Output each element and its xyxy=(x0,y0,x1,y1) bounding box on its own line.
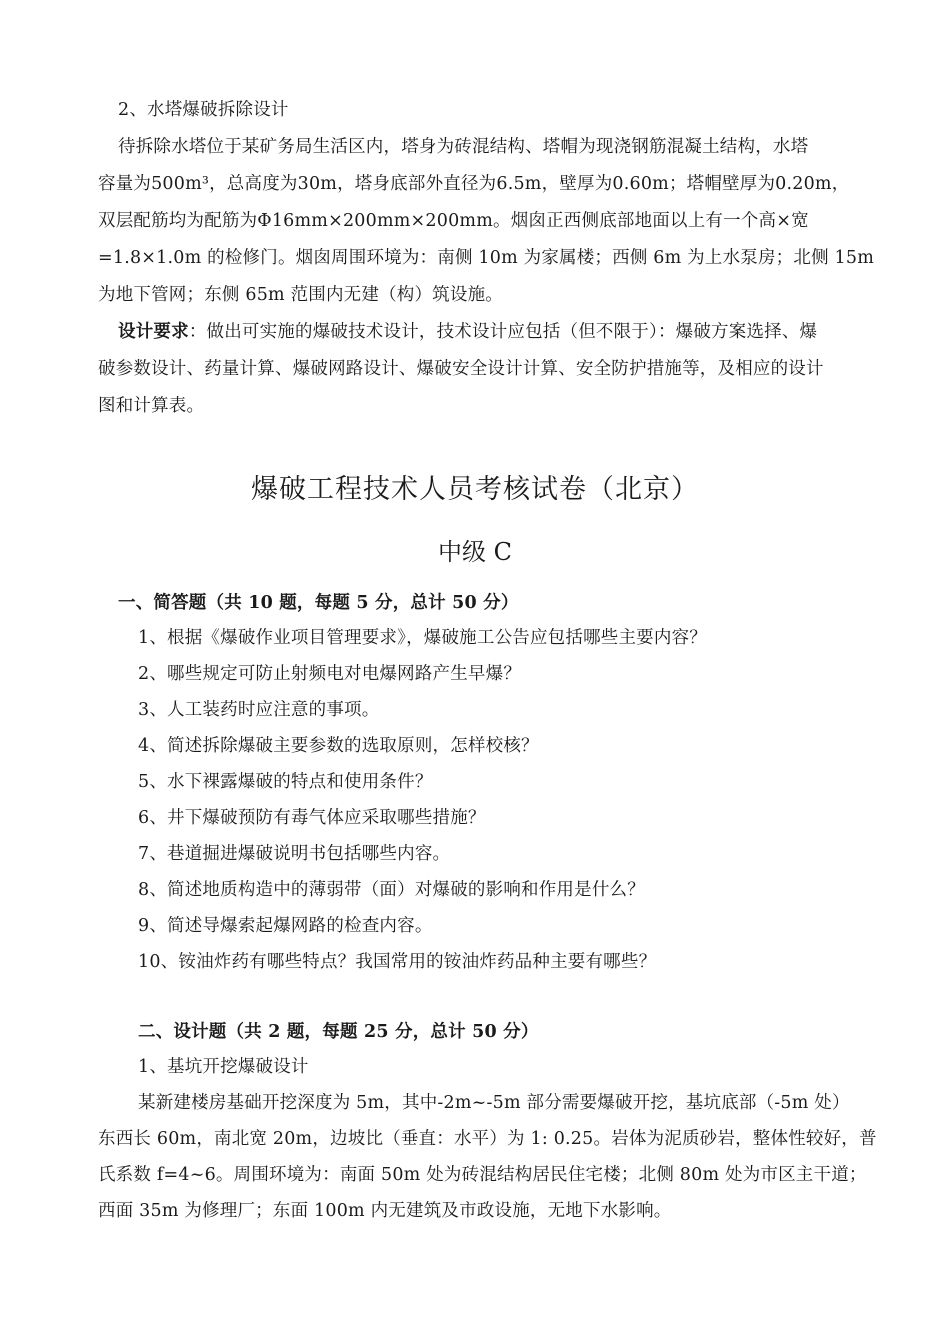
paragraph-line: 待拆除水塔位于某矿务局生活区内，塔身为砖混结构、塔帽为现浇钢筋混凝土结构，水塔 xyxy=(118,137,809,157)
paragraph-line: 西面 35m 为修理厂；东面 100m 内无建筑及市政设施，无地下水影响。 xyxy=(98,1201,672,1221)
question-item: 5、水下裸露爆破的特点和使用条件？ xyxy=(138,772,433,792)
exam-title: 爆破工程技术人员考核试卷（北京） xyxy=(251,474,699,505)
question-item: 2、哪些规定可防止射频电对电爆网路产生早爆？ xyxy=(138,664,522,684)
question-item: 1、根据《爆破作业项目管理要求》，爆破施工公告应包括哪些主要内容？ xyxy=(138,628,707,648)
paragraph-line: 东西长 60m，南北宽 20m，边坡比（垂直：水平）为 1: 0.25。岩体为泥质砂岩，整体性较好，普 xyxy=(98,1129,877,1149)
paragraph-line: 图和计算表。 xyxy=(98,396,205,416)
paragraph-line: 双层配筋均为配筋为Φ16mm×200mm×200mm。烟囱正西侧底部地面以上有一个高×宽 xyxy=(98,211,809,231)
requirement-label: 设计要求 xyxy=(118,322,189,342)
question-item: 8、简述地质构造中的薄弱带（面）对爆破的影响和作用是什么？ xyxy=(138,880,645,900)
question-item: 3、人工装药时应注意的事项。 xyxy=(138,700,380,720)
part1-heading: 一、简答题（共 10 题，每题 5 分，总计 50 分） xyxy=(118,593,519,613)
paragraph-line: 容量为500m³，总高度为30m，塔身底部外直径为6.5m，壁厚为0.60m；塔帽壁厚为0.20m， xyxy=(98,174,850,194)
paragraph-line: =1.8×1.0m 的检修门。烟囱周围环境为：南侧 10m 为家属楼；西侧 6m 为上水泵房；北侧 15m xyxy=(98,248,875,268)
question-item: 4、简述拆除爆破主要参数的选取原则，怎样校核？ xyxy=(138,736,539,756)
question-item: 10、铵油炸药有哪些特点？我国常用的铵油炸药品种主要有哪些？ xyxy=(138,952,657,972)
question-item: 9、简述导爆索起爆网路的检查内容。 xyxy=(138,916,433,936)
paragraph-line: 为地下管网；东侧 65m 范围内无建（构）筑设施。 xyxy=(98,285,503,305)
part2-heading: 二、设计题（共 2 题，每题 25 分，总计 50 分） xyxy=(138,1022,539,1042)
requirement-text: ：做出可实施的爆破技术设计，技术设计应包括（但不限于）：爆破方案选择、爆 xyxy=(188,322,818,342)
paragraph-line: 某新建楼房基础开挖深度为 5m，其中-2m~-5m 部分需要爆破开挖，基坑底部（-5m 处） xyxy=(138,1093,850,1113)
question-item: 6、井下爆破预防有毒气体应采取哪些措施？ xyxy=(138,808,486,828)
paragraph-line: 破参数设计、药量计算、爆破网路设计、爆破安全设计计算、安全防护措施等，及相应的设计 xyxy=(98,359,824,379)
exam-level: 中级 C xyxy=(438,538,512,566)
section-heading: 2、水塔爆破拆除设计 xyxy=(118,100,289,120)
requirement-line xyxy=(118,320,878,344)
design-question-title: 1、基坑开挖爆破设计 xyxy=(138,1057,309,1077)
paragraph-line: 氏系数 f=4~6。周围环境为：南面 50m 处为砖混结构居民住宅楼；北侧 80m 处为市区主干道； xyxy=(98,1165,867,1185)
question-item: 7、巷道掘进爆破说明书包括哪些内容。 xyxy=(138,844,451,864)
